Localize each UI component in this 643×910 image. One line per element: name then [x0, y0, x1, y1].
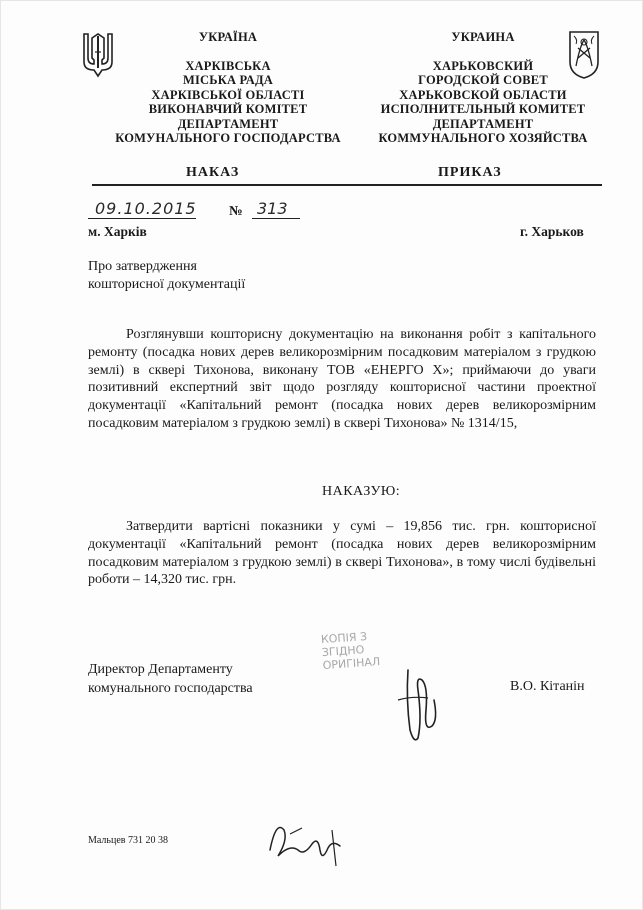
doc-kind-ua: НАКАЗ — [186, 165, 240, 180]
stamp-line: ЗГІДНО — [321, 643, 365, 660]
subject-line: Про затвердження — [88, 259, 197, 274]
trident-icon — [80, 30, 116, 78]
header-left — [112, 30, 344, 146]
body-paragraph-1: Розглянувши кошторисну документацію на виконання робіт з капітального ремонту (посадка нових дерев великорозмірним посадковим матеріалом з грудкою землі) в сквері Тихонова, виконану ТОВ «ЕНЕРГО Х»; приймаючи до уваги позитивний експертний звіт щодо розгляду кошторисної частини проектної документації «Капітальний ремонт (посадка нових дерев великорозмірним посадковим матеріалом з грудкою землі) в сквері Тихонова» № 1314/15, — [88, 327, 596, 431]
header-left-line: ДЕПАРТАМЕНТ — [177, 116, 279, 131]
header-right-line: ИСПОЛНИТЕЛЬНЫЙ КОМИТЕТ — [380, 102, 586, 116]
city-ru: г. Харьков — [520, 224, 584, 239]
doc-kind-ru: ПРИКАЗ — [438, 165, 502, 180]
header-right-line: ГОРОДСКОЙ СОВЕТ — [418, 73, 548, 87]
header-right-line: ХАРЬКОВСКОЙ ОБЛАСТИ — [399, 87, 567, 102]
city-ua: м. Харків — [88, 224, 147, 239]
header-right-line: КОММУНАЛЬНОГО ХОЗЯЙСТВА — [378, 131, 588, 145]
header-right-line: ХАРЬКОВСКИЙ — [432, 58, 534, 73]
executor-signature-icon — [262, 810, 350, 872]
order-subject — [88, 258, 245, 294]
order-word: НАКАЗУЮ: — [322, 484, 401, 499]
stamp-line: КОПІЯ З — [320, 629, 368, 647]
subject-line: кошторисної документації — [88, 277, 246, 292]
order-date: 09.10.2015 — [95, 199, 197, 218]
kharkiv-coat-of-arms-icon — [566, 28, 602, 80]
number-label: № — [229, 203, 243, 218]
header-left-line: ХАРКІВСЬКА — [185, 58, 271, 73]
order-number: 313 — [257, 199, 288, 218]
header-left-line: ХАРКІВСЬКОЇ ОБЛАСТІ — [151, 87, 305, 102]
header-right-country: УКРАИНА — [451, 30, 515, 44]
signatory-position — [88, 660, 253, 698]
position-line: Директор Департаменту — [88, 662, 233, 677]
signatory-name: В.О. Кітанін — [510, 679, 585, 694]
header-right — [372, 30, 594, 146]
director-signature-icon — [388, 640, 448, 750]
position-line: комунального господарства — [88, 681, 253, 696]
header-left-line: КОМУНАЛЬНОГО ГОСПОДАРСТВА — [115, 131, 341, 145]
header-left-country: УКРАЇНА — [198, 30, 258, 44]
header-left-line: ВИКОНАВЧИЙ КОМІТЕТ — [148, 102, 308, 116]
header-right-line: ДЕПАРТАМЕНТ — [432, 116, 534, 131]
body-paragraph-2: Затвердити вартісні показники у сумі – 19,856 тис. грн. кошторисної документації «Капітальний ремонт (посадка нових дерев великорозмірним посадковим матеріалом з грудкою землі) в сквері Тихонова», в тому числі будівельні роботи – 14,320 тис. грн. — [88, 519, 596, 588]
header-divider — [92, 184, 602, 186]
executor-contact: Мальцев 731 20 38 — [88, 835, 168, 846]
header-left-line: МІСЬКА РАДА — [182, 73, 274, 87]
stamp-line: ОРИГІНАЛ — [322, 655, 381, 673]
